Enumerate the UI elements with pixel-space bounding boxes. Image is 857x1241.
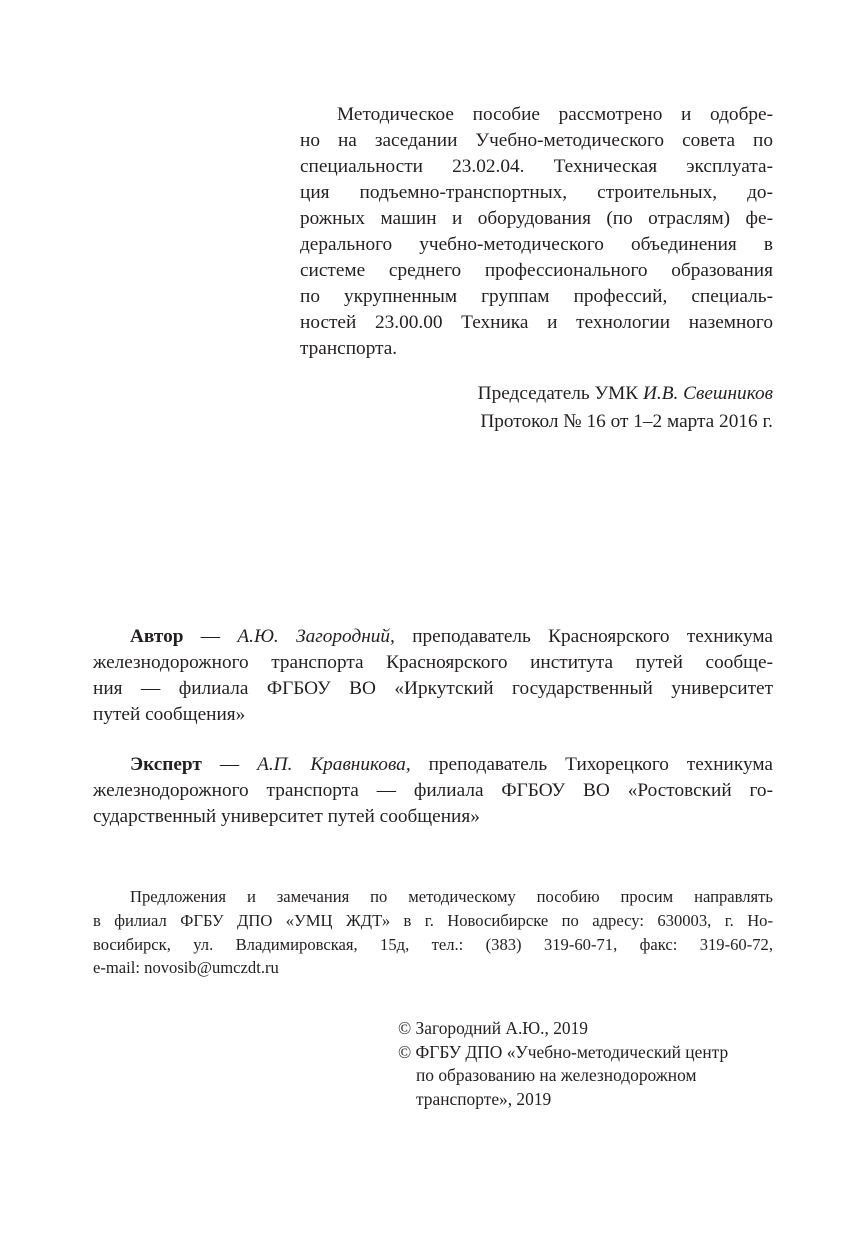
text-line (300, 336, 773, 362)
text-segment: e-mail: novosib@umczdt.ru (93, 958, 279, 978)
text-segment: ностей 23.00.00 Техника и технологии наземного (300, 312, 773, 333)
bold-label: Эксперт (130, 754, 202, 775)
text-segment: но на заседании Учебно-методического совета по (300, 130, 773, 151)
bold-label: Автор (130, 626, 184, 647)
approval-paragraph (300, 102, 773, 362)
text-line (300, 310, 773, 336)
text-segment: транспорта. (300, 338, 398, 359)
text-line (398, 1064, 798, 1088)
text-line (93, 804, 773, 830)
text-line (300, 102, 773, 128)
text-line (93, 933, 773, 957)
text-segment: путей сообщения» (93, 704, 246, 725)
text-line (300, 258, 773, 284)
proposals-paragraph (93, 885, 773, 980)
text-segment: железнодорожного транспорта — филиала ФГБОУ ВО «Ростовский го- (93, 780, 773, 801)
text-line (300, 284, 773, 310)
expert-paragraph (93, 752, 773, 830)
text-segment: Предложения и замечания по методическому пособию просим направлять (130, 887, 773, 906)
text-segment: ция подъемно-транспортных, строительных, до- (300, 182, 773, 203)
text-segment: рожных машин и оборудования (по отраслям) фе- (300, 208, 773, 229)
person-name: А.Ю. Загородний, (237, 626, 395, 647)
text-segment: системе среднего профессионального образования (300, 260, 773, 281)
text-line (93, 624, 773, 650)
text-line (300, 180, 773, 206)
text-segment: железнодорожного транспорта Красноярского института путей сообще- (93, 652, 773, 673)
person-name: А.П. Кравникова (257, 754, 406, 775)
text-line (93, 702, 773, 728)
text-segment: по укрупненным группам профессий, специаль- (300, 286, 773, 307)
text-line (300, 408, 773, 436)
text-line (398, 1088, 798, 1112)
text-line (300, 380, 773, 408)
text-segment: © ФГБУ ДПО «Учебно-методический центр (398, 1041, 729, 1062)
text-segment: Председатель УМК (477, 383, 643, 404)
text-line (300, 154, 773, 180)
author-paragraph (93, 624, 773, 728)
copyright-block (398, 1017, 798, 1112)
text-line (93, 956, 773, 980)
text-line (93, 752, 773, 778)
text-line (398, 1041, 798, 1065)
text-line (300, 232, 773, 258)
text-segment: в филиал ФГБУ ДПО «УМЦ ЖДТ» в г. Новосибирске по адресу: 630003, г. Но- (93, 910, 773, 930)
text-segment: © Загородний А.Ю., 2019 (398, 1018, 588, 1038)
text-line (93, 778, 773, 804)
text-segment: ния — филиала ФГБОУ ВО «Иркутский государственный университет (93, 678, 773, 699)
text-segment: преподаватель Красноярского техникума (394, 626, 773, 647)
text-segment: по образованию на железнодорожном (416, 1065, 697, 1086)
text-line (93, 676, 773, 702)
text-line (93, 909, 773, 933)
text-segment: восибирск, ул. Владимировская, 15д, тел.: (383) 319-60-71, факс: 319-60-72, (93, 934, 773, 954)
chairman-signature (300, 380, 773, 436)
text-segment: — (201, 754, 258, 775)
text-segment: сударственный университет путей сообщения» (93, 806, 480, 827)
text-line (300, 128, 773, 154)
text-segment: Протокол № 16 от 1–2 марта 2016 г. (480, 411, 773, 432)
text-segment: дерального учебно-методического объединения в (300, 234, 773, 255)
text-line (300, 206, 773, 232)
text-line (398, 1017, 798, 1041)
text-segment: , преподаватель Тихорецкого техникума (405, 754, 773, 775)
text-segment: — (183, 626, 238, 647)
text-segment: специальности 23.02.04. Техническая эксплуата- (300, 156, 773, 177)
person-name: И.В. Свешников (642, 383, 773, 404)
text-segment: Методическое пособие рассмотрено и одобре- (337, 104, 773, 125)
text-line (93, 885, 773, 909)
text-segment: транспорте», 2019 (416, 1089, 552, 1110)
text-line (93, 650, 773, 676)
